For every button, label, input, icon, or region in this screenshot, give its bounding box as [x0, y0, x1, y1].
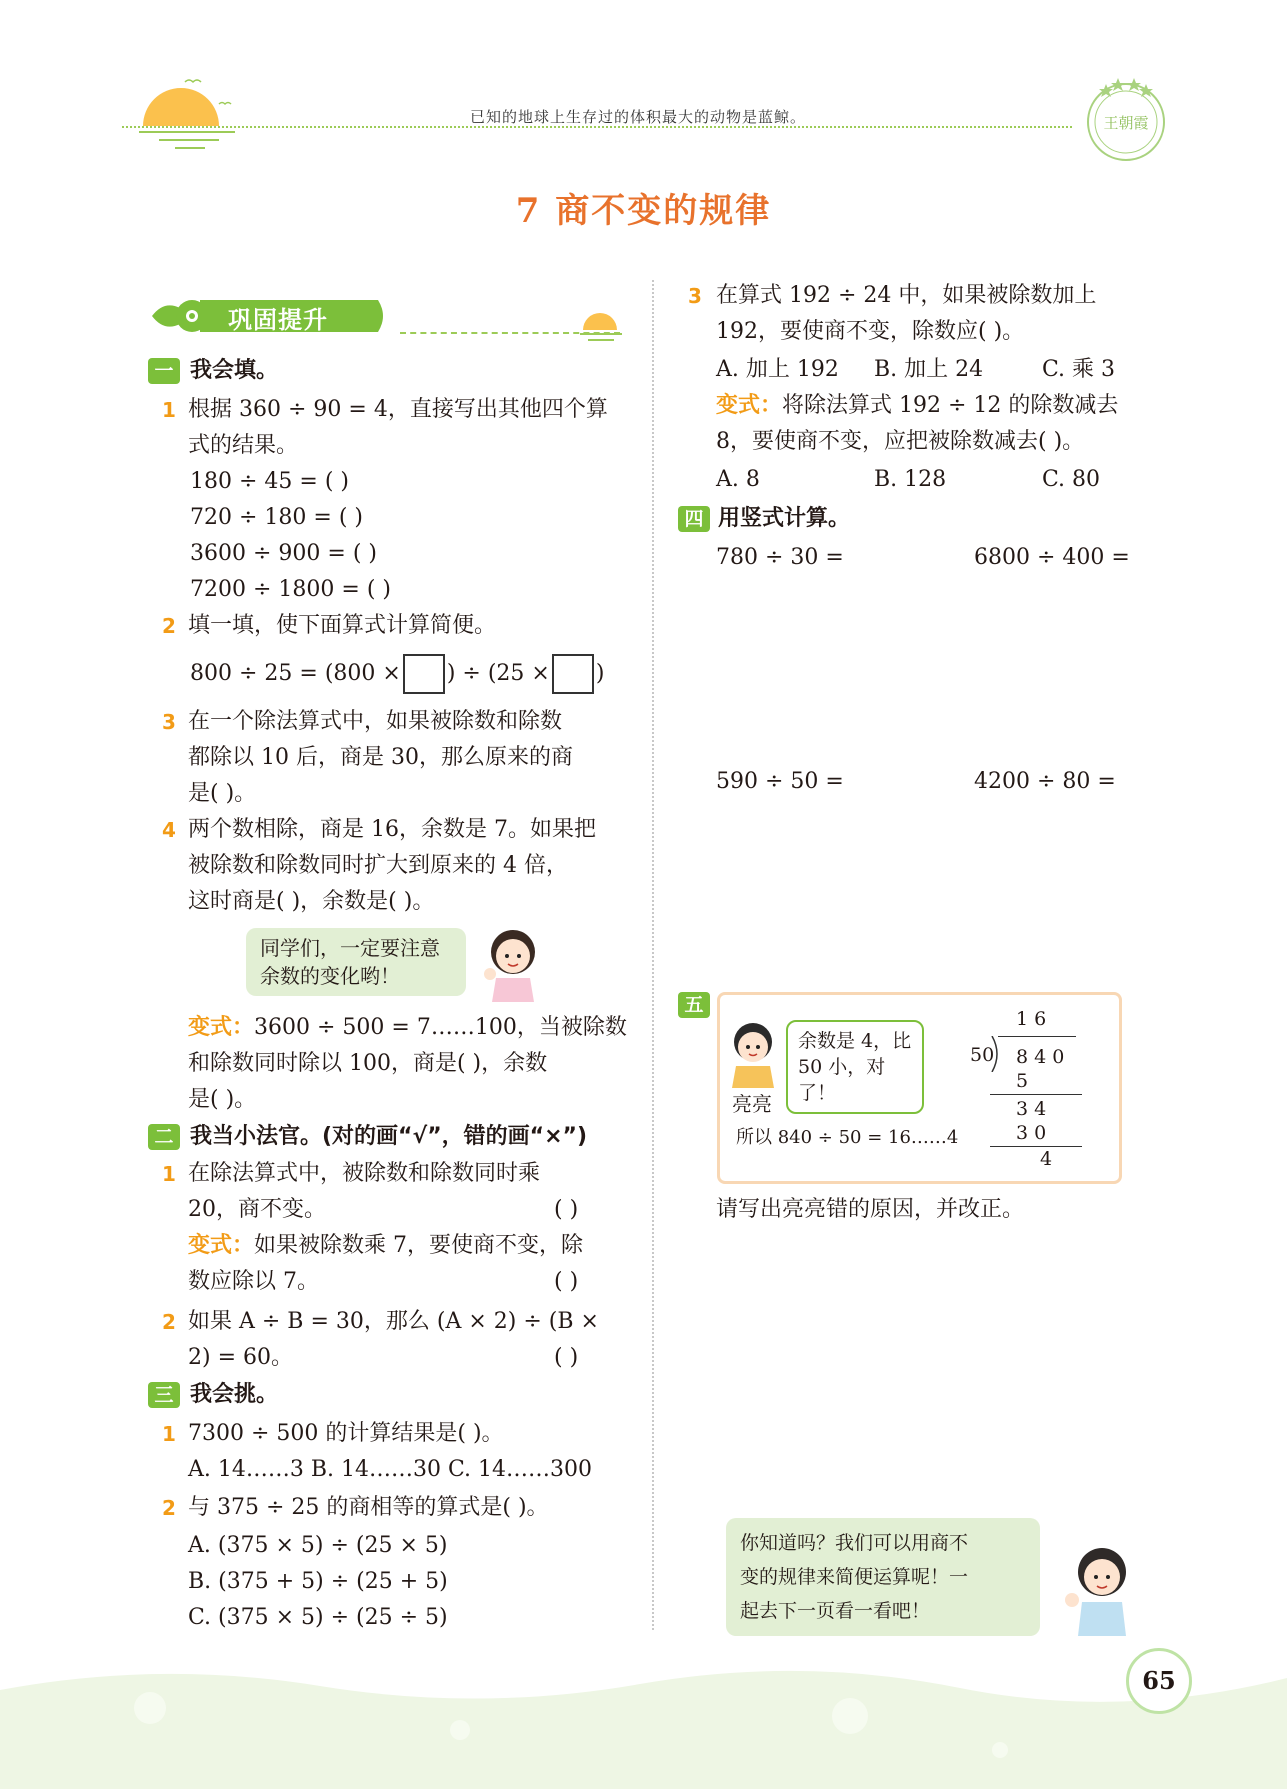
division-divisor: 50	[970, 1044, 995, 1066]
eq-part: 800 ÷ 25 = (800 ×	[190, 661, 401, 686]
division-bracket	[990, 1036, 1004, 1072]
s1-q1-eq3: 3600 ÷ 900 = ( )	[190, 541, 377, 566]
s2-q2-line2: 2) = 60。	[188, 1345, 293, 1370]
vertical-calc-problem: 590 ÷ 50 =	[716, 769, 844, 794]
page-title: 7 商不变的规律	[515, 191, 772, 231]
tip-line: 你知道吗？我们可以用商不	[740, 1532, 969, 1554]
s3-q1-text: 7300 ÷ 500 的计算结果是( )。	[188, 1421, 504, 1446]
s3-q2-text: 与 375 ÷ 25 的商相等的算式是( )。	[188, 1495, 549, 1520]
variant-label: 变式：	[188, 1233, 255, 1258]
r-variant-option-a: A. 8	[716, 467, 760, 492]
r-q3-option-a: A. 加上 192	[716, 357, 839, 382]
s1-q3-line1: 在一个除法算式中，如果被除数和除数	[188, 709, 563, 734]
s3-q2-option-b: B. (375 + 5) ÷ (25 + 5)	[188, 1569, 448, 1594]
answer-box[interactable]	[403, 654, 445, 694]
r-q3-line1: 在算式 192 ÷ 24 中，如果被除数加上	[716, 283, 1097, 308]
r-variant-line1	[716, 388, 1118, 424]
boy-illustration	[724, 1018, 782, 1088]
logo-text: 王朝霞	[1103, 114, 1149, 132]
r-variant-line2: 8，要使商不变，应把被除数减去( )。	[716, 429, 1085, 454]
section-3-title: 我会挑。	[190, 1382, 279, 1407]
tip-bubble	[246, 928, 466, 996]
long-division	[968, 1006, 1108, 1176]
section-1-title: 我会填。	[190, 358, 279, 383]
r-variant-option-c: C. 80	[1042, 467, 1101, 492]
question-number: 2	[162, 1310, 176, 1334]
division-line	[990, 1094, 1082, 1095]
s1-variant-line2: 和除数同时除以 100，商是( )，余数	[188, 1051, 548, 1076]
s2-q1-line1: 在除法算式中，被除数和除数同时乘	[188, 1161, 541, 1186]
s1-q1-line1: 根据 360 ÷ 90 = 4，直接写出其他四个算	[188, 397, 608, 422]
tip-line: 起去下一页看一看吧！	[740, 1600, 931, 1622]
eq-part: ) ÷ (25 ×	[446, 661, 550, 686]
s2-q2-line1: 如果 A ÷ B = 30，那么 (A × 2) ÷ (B ×	[188, 1309, 599, 1334]
tip-line: 同学们，一定要注意	[260, 936, 440, 960]
s1-q4-line3: 这时商是( )，余数是( )。	[188, 889, 435, 914]
section-5-badge: 五	[678, 992, 710, 1018]
answer-box[interactable]	[552, 654, 594, 694]
division-step: 3 0	[1016, 1122, 1047, 1144]
variant-label: 变式：	[188, 1015, 255, 1040]
sunrise-icon	[135, 74, 245, 154]
s3-q2-option-a: A. (375 × 5) ÷ (25 × 5)	[188, 1533, 448, 1558]
s5-prompt: 请写出亮亮错的原因，并改正。	[716, 1197, 1025, 1222]
page-number: 65	[1126, 1648, 1192, 1714]
bubble-line: 50 小，对了！	[798, 1056, 886, 1104]
s1-q1-eq4: 7200 ÷ 1800 = ( )	[190, 577, 391, 602]
section-2-title: 我当小法官。(对的画“√”，错的画“×”)	[190, 1124, 588, 1149]
variant-text: 如果被除数乘 7，要使商不变，除	[254, 1233, 584, 1258]
variant-text: 3600 ÷ 500 = 7……100，当被除数	[254, 1015, 627, 1040]
banner-title: 巩固提升	[228, 306, 328, 334]
student-name: 亮亮	[732, 1092, 772, 1116]
s1-q1-eq2: 720 ÷ 180 = ( )	[190, 505, 363, 530]
s2-variant-line2: 数应除以 7。	[188, 1269, 319, 1294]
question-number: 3	[688, 284, 702, 308]
s1-q3-line2: 都除以 10 后，商是 30，那么原来的商	[188, 745, 573, 770]
division-bar	[998, 1036, 1076, 1037]
s1-q2-equation	[190, 654, 604, 694]
judge-answer[interactable]: ( )	[554, 1269, 579, 1294]
s3-q1-options: A. 14……3 B. 14……30 C. 14……300	[188, 1457, 593, 1482]
s1-q4-line1: 两个数相除，商是 16，余数是 7。如果把	[188, 817, 596, 842]
question-number: 2	[162, 614, 176, 638]
vertical-calc-problem: 6800 ÷ 400 =	[974, 545, 1130, 570]
girl-waving-illustration	[1058, 1540, 1138, 1636]
section-2-badge: 二	[148, 1124, 180, 1150]
division-dividend: 8 4 0	[1016, 1046, 1065, 1068]
s1-q2-text: 填一填，使下面算式计算简便。	[188, 613, 497, 638]
bubble-line: 余数是 4，比	[798, 1030, 912, 1052]
division-step: 5	[1016, 1070, 1029, 1092]
s1-q4-line2: 被除数和除数同时扩大到原来的 4 倍，	[188, 853, 568, 878]
vertical-calc-problem: 4200 ÷ 80 =	[974, 769, 1116, 794]
eq-part: )	[595, 661, 605, 686]
section-1-badge: 一	[148, 358, 180, 384]
s1-q1-eq1: 180 ÷ 45 = ( )	[190, 469, 349, 494]
question-number: 3	[162, 710, 176, 734]
s1-variant-line1	[188, 1010, 627, 1046]
tip-line: 变的规律来简便运算呢！一	[740, 1566, 969, 1588]
publisher-logo	[1080, 72, 1172, 164]
question-number: 2	[162, 1496, 176, 1520]
s1-variant-line3: 是( )。	[188, 1087, 257, 1112]
girl-illustration	[478, 922, 548, 1002]
question-number: 4	[162, 818, 176, 842]
s3-q2-option-c: C. (375 × 5) ÷ (25 ÷ 5)	[188, 1605, 448, 1630]
fun-fact-bubble	[726, 1518, 1040, 1636]
division-line	[990, 1146, 1082, 1147]
r-q3-option-c: C. 乘 3	[1042, 357, 1116, 382]
section-3-badge: 三	[148, 1382, 180, 1408]
vertical-calc-problem: 780 ÷ 30 =	[716, 545, 844, 570]
small-sun-icon	[578, 306, 624, 346]
s1-q3-line3: 是( )。	[188, 781, 257, 806]
s2-variant-line1	[188, 1228, 583, 1264]
judge-answer[interactable]: ( )	[554, 1345, 579, 1370]
r-q3-option-b: B. 加上 24	[874, 357, 984, 382]
judge-answer[interactable]: ( )	[554, 1197, 579, 1222]
r-variant-option-b: B. 128	[874, 467, 947, 492]
s2-q1-line2: 20，商不变。	[188, 1197, 326, 1222]
r-q3-line2: 192，要使商不变，除数应( )。	[716, 319, 1025, 344]
section-4-badge: 四	[678, 506, 710, 532]
division-step: 3 4	[1016, 1098, 1047, 1120]
tip-line: 余数的变化哟！	[260, 964, 400, 988]
question-number: 1	[162, 1162, 176, 1186]
boy-speech-bubble	[786, 1020, 924, 1114]
column-divider	[652, 280, 654, 1630]
bottom-decoration	[0, 1660, 1287, 1789]
variant-text: 将除法算式 192 ÷ 12 的除数减去	[782, 393, 1119, 418]
division-remainder: 4	[1040, 1148, 1053, 1170]
wrong-conclusion: 所以 840 ÷ 50 = 16……4	[736, 1127, 959, 1148]
question-number: 1	[162, 398, 176, 422]
variant-label: 变式：	[716, 393, 783, 418]
section-4-title: 用竖式计算。	[718, 506, 851, 531]
s1-q1-line2: 式的结果。	[188, 433, 299, 458]
question-number: 1	[162, 1422, 176, 1446]
division-quotient: 1 6	[1016, 1008, 1047, 1030]
header-tagline: 已知的地球上生存过的体积最大的动物是蓝鲸。	[470, 108, 807, 126]
